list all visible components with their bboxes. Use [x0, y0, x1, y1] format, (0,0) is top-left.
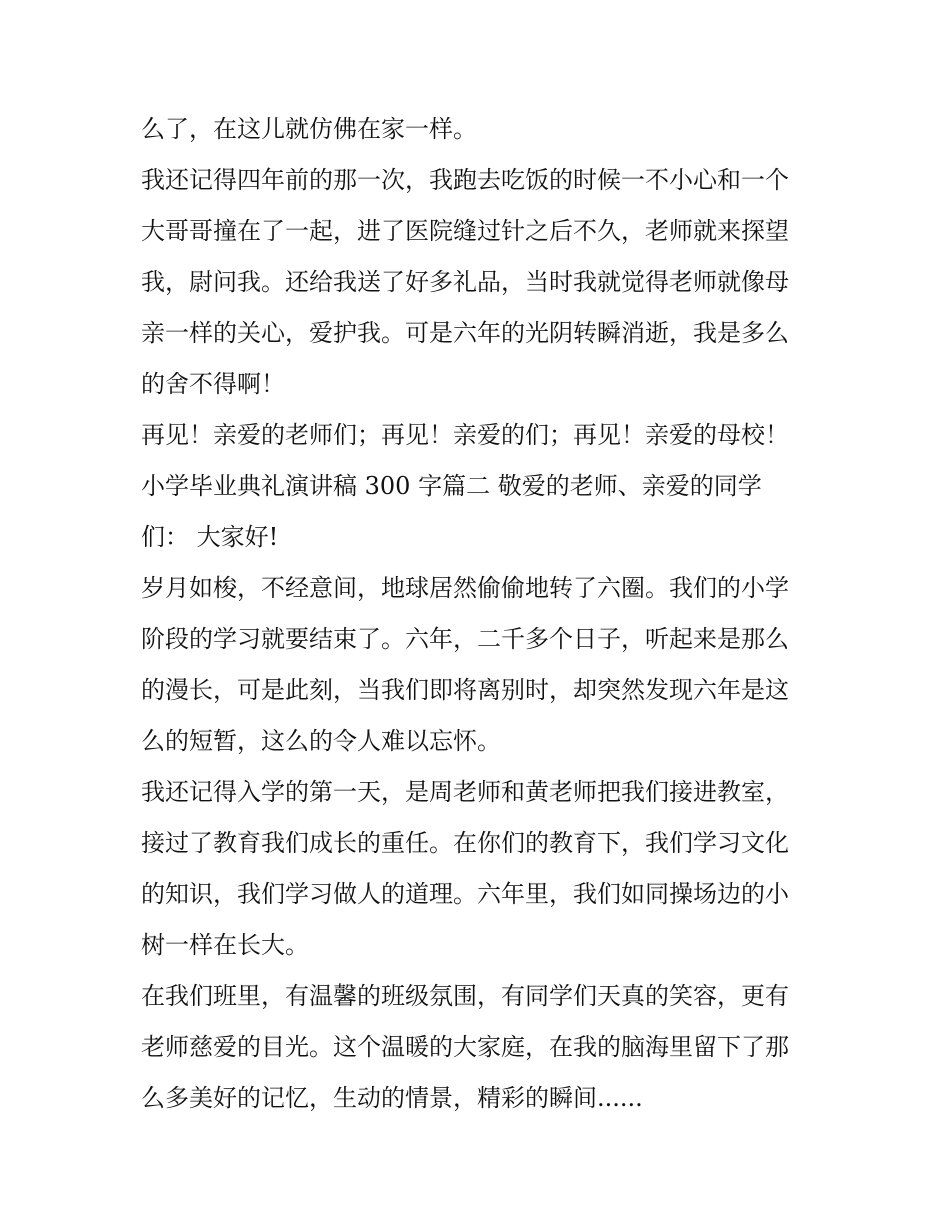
- text-line: 老师慈爱的目光。这个温暖的大家庭，在我的脑海里留下了那: [141, 1033, 789, 1061]
- text-line: 的舍不得啊！: [141, 370, 285, 398]
- greeting-line: 们： 大家好!: [141, 523, 279, 551]
- text-line: 接过了教育我们成长的重任。在你们的教育下，我们学习文化: [141, 829, 789, 857]
- text-line: 我，尉问我。还给我送了好多礼品，当时我就觉得老师就像母: [141, 268, 789, 296]
- text-line: 的知识，我们学习做人的道理。六年里，我们如同操场边的小: [141, 880, 789, 908]
- text-line: 在我们班里，有温馨的班级氛围，有同学们天真的笑容，更有: [141, 982, 789, 1010]
- text-line: 阶段的学习就要结束了。六年，二千多个日子，听起来是那么: [141, 625, 789, 653]
- text-line: 亲一样的关心，爱护我。可是六年的光阴转瞬消逝，我是多么: [141, 319, 789, 347]
- document-body: [141, 104, 813, 1124]
- text-line: 么的短暂，这么的令人难以忘怀。: [141, 727, 501, 755]
- text-line: 大哥哥撞在了一起，进了医院缝过针之后不久，老师就来探望: [141, 217, 789, 245]
- text-line: 我还记得入学的第一天，是周老师和黄老师把我们接进教室，: [141, 778, 789, 806]
- section-heading-line: 小学毕业典礼演讲稿 300 字篇二 敬爱的老师、亲爱的同学: [141, 472, 762, 500]
- text-line: 么多美好的记忆，生动的情景，精彩的瞬间......: [141, 1084, 643, 1112]
- text-line: 的漫长，可是此刻，当我们即将离别时，却突然发现六年是这: [141, 676, 789, 704]
- text-line: 树一样在长大。: [141, 931, 309, 959]
- text-line: 岁月如梭，不经意间，地球居然偷偷地转了六圈。我们的小学: [141, 574, 789, 602]
- text-line: 再见！亲爱的老师们；再见！亲爱的们；再见！亲爱的母校！: [141, 421, 789, 449]
- text-line: 么了，在这儿就仿佛在家一样。: [141, 115, 477, 143]
- text-line: 我还记得四年前的那一次，我跑去吃饭的时候一不小心和一个: [141, 166, 789, 194]
